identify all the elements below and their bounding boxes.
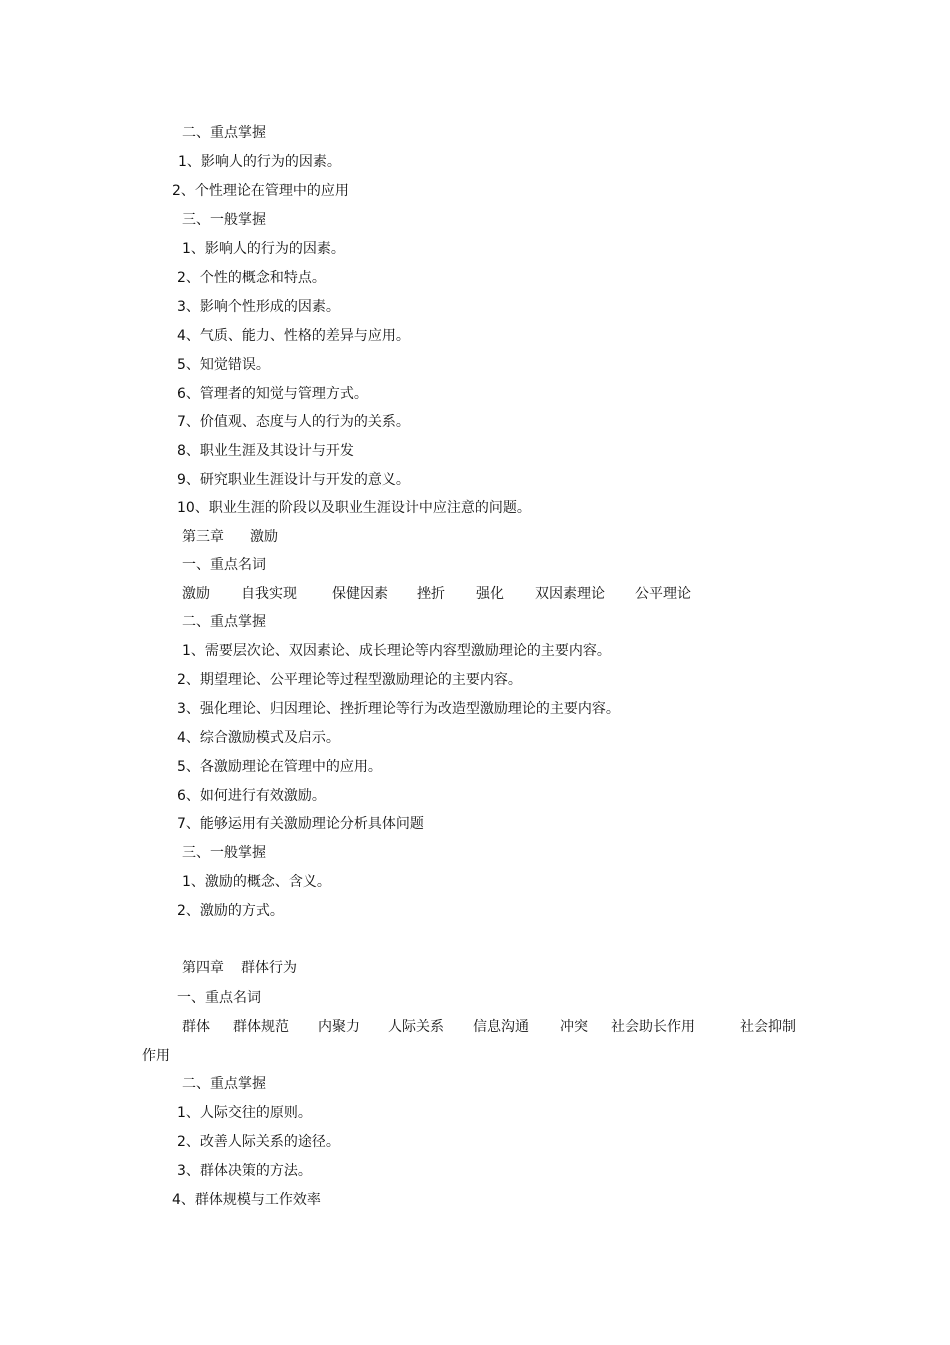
- list-item: 3、影响个性形成的因素。: [177, 299, 340, 315]
- chapter-title: 群体行为: [241, 960, 297, 976]
- list-item: 8、职业生涯及其设计与开发: [177, 443, 354, 459]
- list-item: 1、需要层次论、双因素论、成长理论等内容型激励理论的主要内容。: [182, 643, 611, 659]
- term: 社会抑制: [740, 1019, 796, 1035]
- term: 公平理论: [635, 586, 691, 602]
- list-item: 1、影响人的行为的因素。: [182, 241, 345, 257]
- list-item: 4、气质、能力、性格的差异与应用。: [177, 328, 410, 344]
- chapter-number: 第四章: [182, 960, 224, 976]
- list-item: 3、群体决策的方法。: [177, 1163, 312, 1179]
- list-item: 4、综合激励模式及启示。: [177, 730, 340, 746]
- list-item: 5、各激励理论在管理中的应用。: [177, 759, 382, 775]
- list-item: 7、价值观、态度与人的行为的关系。: [177, 414, 410, 430]
- list-item: 2、改善人际关系的途径。: [177, 1134, 340, 1150]
- term: 人际关系: [388, 1019, 444, 1035]
- list-item: 6、如何进行有效激励。: [177, 788, 326, 804]
- term-list: [0, 585, 950, 603]
- chapter-number: 第三章: [182, 529, 224, 545]
- term: 强化: [476, 586, 504, 602]
- list-item: 9、研究职业生涯设计与开发的意义。: [177, 472, 410, 488]
- list-item: 2、期望理论、公平理论等过程型激励理论的主要内容。: [177, 672, 522, 688]
- term: 社会助长作用: [611, 1019, 695, 1035]
- list-item: 2、激励的方式。: [177, 903, 284, 919]
- term: 冲突: [560, 1019, 588, 1035]
- term: 激励: [182, 586, 210, 602]
- list-item: 1、人际交往的原则。: [177, 1105, 312, 1121]
- list-item: 1、激励的概念、含义。: [182, 874, 331, 890]
- section-heading: 二、重点掌握: [182, 125, 266, 141]
- section-heading: 一、重点名词: [182, 557, 266, 573]
- list-item: 4、群体规模与工作效率: [172, 1192, 321, 1208]
- term: 群体规范: [233, 1019, 289, 1035]
- term-continuation: 作用: [142, 1048, 170, 1064]
- term: 保健因素: [332, 586, 388, 602]
- section-heading: 一、重点名词: [177, 990, 261, 1006]
- section-heading: 三、一般掌握: [182, 845, 266, 861]
- list-item: 1、影响人的行为的因素。: [178, 154, 341, 170]
- term: 内聚力: [318, 1019, 360, 1035]
- list-item: 3、强化理论、归因理论、挫折理论等行为改造型激励理论的主要内容。: [177, 701, 620, 717]
- term: 挫折: [417, 586, 445, 602]
- list-item: 5、知觉错误。: [177, 357, 270, 373]
- list-item: 2、个性理论在管理中的应用: [172, 183, 349, 199]
- list-item: 2、个性的概念和特点。: [177, 270, 326, 286]
- term: 自我实现: [241, 586, 297, 602]
- list-item: 10、职业生涯的阶段以及职业生涯设计中应注意的问题。: [177, 500, 531, 516]
- section-heading: 二、重点掌握: [182, 614, 266, 630]
- term: 双因素理论: [535, 586, 605, 602]
- term: 信息沟通: [473, 1019, 529, 1035]
- list-item: 7、能够运用有关激励理论分析具体问题: [177, 816, 424, 832]
- section-heading: 三、一般掌握: [182, 212, 266, 228]
- list-item: 6、管理者的知觉与管理方式。: [177, 386, 368, 402]
- term: 群体: [182, 1019, 210, 1035]
- section-heading: 二、重点掌握: [182, 1076, 266, 1092]
- term-list: [0, 1018, 950, 1036]
- chapter-title: 激励: [250, 529, 278, 545]
